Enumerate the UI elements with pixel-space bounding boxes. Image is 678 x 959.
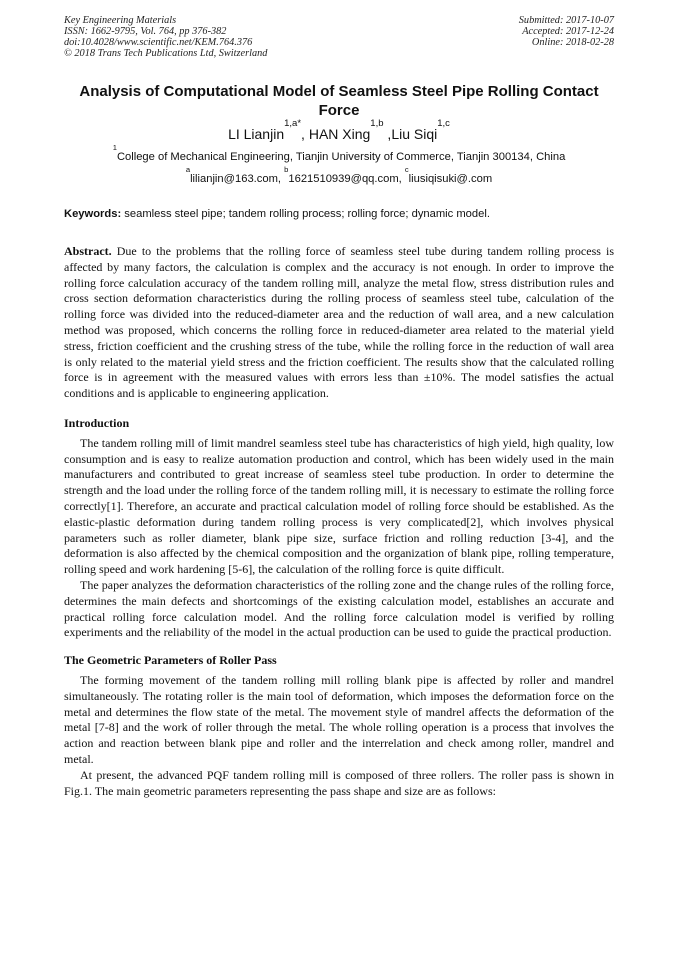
email-list: [30, 165, 648, 186]
copyright-line: © 2018 Trans Tech Publications Ltd, Switzerland: [64, 48, 268, 59]
abstract-text: Due to the problems that the rolling force of seamless steel tube during tandem rolling process is affected by many factors, the calculation is complex and the accuracy is not enough. In order to improve the rolling force calculation accuracy of the tandem rolling mill, analyze the metal flow, stress distribution rules and cross section deformation characteristics during the rolling process of seamless steel tube, calculation of the rolling force was divided into the reduced-diameter area and the reduction of wall area, and a new calculation method was proposed, which concerns the rolling force in reduced-diameter area related to the material yield stress, friction coefficient and the crushing stress of the tube, while the rolling force in the reduction of wall area is only related to the material yield stress and the friction coefficient. The results show that the calculated rolling force is in agreement with the measured values with errors less than ±10%. The model satisfies the actual conditions and is applicable to engineering application.: [64, 244, 614, 401]
author-name: LI Lianjin: [228, 126, 285, 142]
section-heading-introduction: Introduction: [64, 415, 130, 430]
email-address[interactable]: lilianjin@163.com: [190, 173, 278, 185]
keywords-text: seamless steel pipe; tandem rolling process; rolling force; dynamic model.: [121, 208, 490, 220]
author-name: Liu Siqi: [391, 126, 438, 142]
author-superscript: 1,c: [437, 118, 450, 130]
paragraph: The tandem rolling mill of limit mandrel seamless steel tube has characteristics of high yield, high quality, low consumption and is easy to realize automation production and control, which has been widely used in the main manufacturers and contributed to great increase of seamless steel tube production. In order to determine the strength and the load under the rolling force of the tandem rolling mill, it is necessary to estimate the rolling force correctly[1]. Therefore, an accurate and practical calculation model of rolling force should be established. As the elastic-plastic deformation during tandem rolling process is very complicated[2], which involves physical parameters such as roller diameter, blank pipe size, surface friction and rolling reduction [3-4], and the deformation is also affected by the chemical composition and the organization of blank pipe, rolling temperature, rolling speed and work hardening [5-6], the calculation of the rolling force is quite difficult.: [64, 435, 614, 577]
abstract: [64, 244, 614, 402]
publication-dates: [519, 15, 614, 48]
paper-title: Analysis of Computational Model of Seamless Steel Pipe Rolling Contact Force: [79, 83, 599, 119]
author-name: HAN Xing: [308, 126, 371, 142]
journal-name: Key Engineering Materials: [64, 15, 177, 26]
affiliation-text: College of Mechanical Engineering, Tianjin University of Commerce, Tianjin 300134, China: [116, 151, 566, 163]
email-separator: ,: [277, 173, 285, 185]
journal-info: [64, 15, 267, 59]
author-superscript: 1,b: [370, 118, 384, 130]
email-separator: ,: [398, 173, 405, 185]
section-heading-geometric-parameters: The Geometric Parameters of Roller Pass: [64, 653, 277, 668]
email-superscript: a: [185, 165, 191, 175]
email-superscript: c: [404, 165, 409, 175]
doi-line[interactable]: doi:10.4028/www.scientific.net/KEM.764.376: [64, 37, 253, 48]
paragraph: At present, the advanced PQF tandem rolling mill is composed of three rollers. The roller pass is shown in Fig.1. The main geometric parameters representing the pass shape and size are as follows:: [64, 767, 614, 798]
submitted-date: Submitted: 2017-10-07: [518, 15, 614, 26]
issn-line: ISSN: 1662-9795, Vol. 764, pp 376-382: [64, 26, 227, 37]
abstract-label: Abstract.: [64, 244, 112, 258]
email-address[interactable]: liusiqisuki@.com: [408, 173, 493, 185]
author-separator: ,: [383, 126, 392, 142]
paragraph: The paper analyzes the deformation characteristics of the rolling zone and the change rules of the rolling force, determines the main defects and shortcomings of the existing calculation model, establishes an accurate and practical rolling force calculation model. And the rolling force calculation model is verified by rolling experiments and the reliability of the model in the actual production can be used to guide the practical production.: [64, 577, 614, 640]
keywords-label: Keywords:: [64, 208, 122, 220]
email-superscript: b: [284, 165, 289, 175]
keywords: [64, 207, 616, 221]
paper-body: [64, 244, 614, 799]
email-address[interactable]: 1621510939@qq.com: [288, 173, 399, 185]
affiliation-superscript: 1: [112, 143, 117, 153]
accepted-date: Accepted: 2017-12-24: [522, 26, 614, 37]
affiliation: [30, 143, 648, 164]
paragraph: The forming movement of the tandem rolling mill rolling blank pipe is affected by roller and mandrel simultaneously. The rotating roller is the main tool of deformation, which imposes the deformation force on the metal and determines the flow state of the metal. The movement style of mandrel affects the deformation of the metal [7-8] and the work of roller through the metal. The whole rolling operation is a process that involves the action and reaction between blank pipe and roller and the interrelation and check among roller, mandrel and metal.: [64, 672, 614, 766]
author-list: [40, 118, 638, 142]
online-date: Online: 2018-02-28: [531, 37, 614, 48]
author-separator: ,: [301, 126, 309, 142]
author-superscript: 1,a*: [284, 118, 302, 130]
